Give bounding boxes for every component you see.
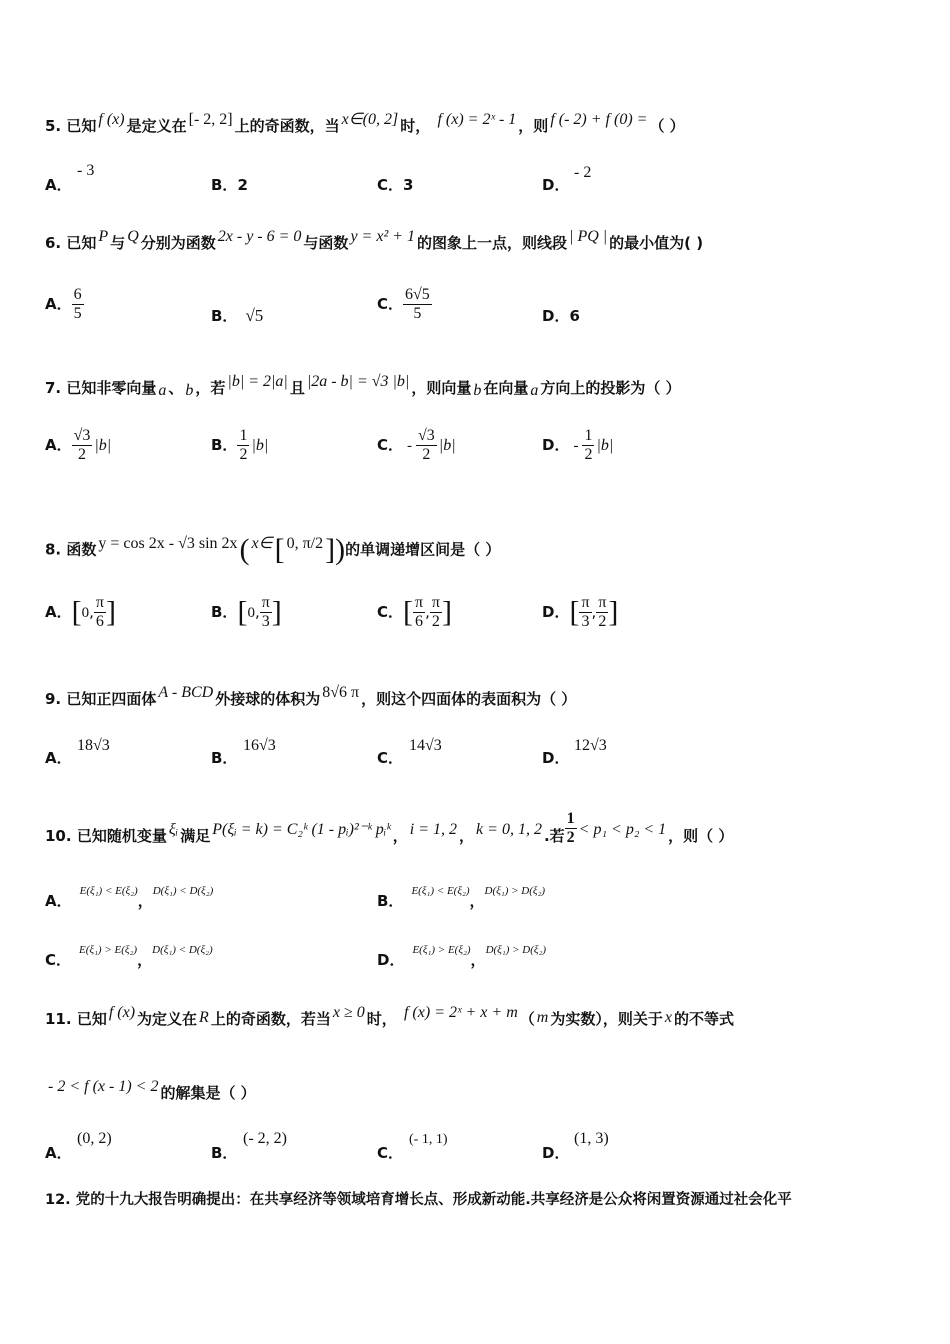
variance: D(ξ₁) > D(ξ₂) [484,885,546,897]
q6-option-a [45,286,84,323]
math: y = x² + 1 [350,228,416,245]
q7-option-d [542,427,615,464]
question-7 [45,373,681,399]
numerator: 1 [584,427,593,444]
text: 满足 [180,827,211,845]
q9-option-c [377,737,442,768]
denominator: 2 [239,446,248,463]
option-label: A． [45,295,72,313]
question-number: 12. [45,1192,71,1208]
q5-option-a [45,162,95,195]
math: x∈(0, 2] [341,111,399,128]
fraction [260,594,272,631]
expectation: E(ξ₁) < E(ξ₂) [411,885,470,897]
option-label: B． [211,176,238,194]
text: 函数 [66,540,97,559]
q5-option-d [542,164,592,195]
q8-option-b: B．[0, $\frac{\pi}{3}$ ] [211,594,282,630]
math: y = cos 2x - √3 sin 2x [98,534,238,552]
fraction [237,427,249,464]
comma: ， [137,892,153,910]
denominator: 3 [261,613,270,630]
numerator: π [95,594,104,611]
option-label: C． [377,603,404,621]
option-value: 12√3 [574,737,607,754]
numerator: π [261,594,270,611]
math: < p₁ < p₂ < 1 [578,821,667,838]
text: 外接球的体积为 [215,690,321,708]
text: 方向上的投影为（ ） [540,379,681,397]
fraction [579,594,591,631]
math: m [536,1009,549,1026]
denominator: 2 [584,446,593,463]
right-paren: ) [335,533,346,566]
question-number: 6. [45,234,62,252]
question-number: 10. [45,827,72,845]
option-label: A． [45,176,72,194]
math: R [199,1009,209,1026]
q11-option-a [45,1130,112,1163]
numerator: π [431,594,440,611]
question-5 [45,111,685,136]
right-bracket: ] [441,595,452,629]
text: ， [459,827,475,845]
math: f (x) = 2ˣ + x + m [403,1004,518,1021]
text: 已知 [76,1010,107,1028]
math: b [185,382,194,399]
text: 的图象上一点，则线段 [417,234,568,252]
variance: D(ξ₁) < D(ξ₂) [152,944,213,956]
fraction [94,594,106,631]
question-6 [45,228,704,253]
option-label: D． [542,1144,570,1162]
option-value: (0, 2) [77,1130,112,1147]
option-label: D． [542,176,570,194]
math: x [664,1009,672,1026]
q8-option-a: A．[0, $\frac{\pi}{6}$ ] [45,594,116,630]
option-label: B． [211,749,238,767]
numerator: π [415,594,424,611]
option-label: A． [45,436,72,454]
text: 上的奇函数，若当 [210,1010,331,1028]
text: 、 [168,379,184,397]
denominator: 2 [598,613,607,630]
option-label: A． [45,603,72,621]
denominator: 5 [413,305,422,322]
math: 0, π/2 [286,534,324,552]
denominator: 5 [73,305,82,322]
numerator: 6 [73,286,82,303]
question-number: 9. [45,690,62,708]
fraction [72,286,84,323]
text: 已知 [66,234,97,252]
option-label: A． [45,1144,72,1162]
math: [- 2, 2] [188,111,233,128]
right-bracket: ] [325,533,336,566]
q8-option-d: D．[ $\frac{\pi}{3}$ , $\frac{\pi}{2}$ ] [542,594,619,630]
expectation: E(ξ₁) < E(ξ₂) [79,885,138,897]
q6-option-b [211,305,263,326]
option-label: C． [377,295,404,313]
q8-option-c: C．[ $\frac{\pi}{6}$ , $\frac{\pi}{2}$ ] [377,594,452,630]
text: 已知 [66,117,97,135]
math: b [473,382,482,399]
vector-norm: |b| [251,437,269,454]
math: A - BCD [158,684,214,701]
text: .若 [543,827,565,845]
q10-option-b [377,885,546,911]
option-value: 14√3 [409,737,442,754]
vector-norm: |b| [94,437,112,454]
fraction [430,594,442,631]
left-paren: ( [239,533,250,566]
question-number: 11. [45,1010,72,1028]
numerator: √3 [418,427,435,444]
q6-option-c [377,286,432,323]
option-value: - 2 [574,164,592,181]
option-label: D． [377,951,405,969]
q10-option-d [377,944,547,970]
fraction [72,427,93,464]
option-value: (1, 3) [574,1130,609,1147]
fraction [413,594,425,631]
left-bracket: [ [403,595,414,629]
expectation: E(ξ₁) > E(ξ₂) [79,944,138,956]
left-bracket: [ [569,595,580,629]
comma: ， [469,892,485,910]
option-label: A． [45,749,72,767]
q9-option-b [211,737,276,768]
math: |b| = 2|a| [227,373,288,390]
q11-option-b [211,1130,287,1163]
text: 为实数），则关于 [550,1010,663,1028]
text: 分别为函数 [140,234,216,252]
numerator: √3 [73,427,91,444]
q5-option-c [377,174,413,195]
math: f (x) [108,1004,136,1021]
text: 已知随机变量 [76,827,167,845]
numerator: π [598,594,607,611]
question-number: 7. [45,379,62,397]
option-label: B． [211,307,238,325]
q5-option-b [211,174,248,195]
denominator: 2 [422,446,431,463]
question-12 [45,1188,792,1209]
fraction [565,810,577,847]
text: 的最小值为( ) [609,234,704,252]
math: - 2 < f (x - 1) < 2 [48,1078,159,1095]
math: P [98,228,109,245]
question-number: 5. [45,117,62,135]
comma: ， [137,951,153,969]
option-value: 2 [237,176,248,194]
right-bracket: ] [271,595,282,629]
numerator: 1 [239,427,248,444]
option-value: 3 [403,176,414,194]
text: ，则（ ） [668,827,734,845]
text: 时， [400,117,431,135]
option-label: C． [377,176,404,194]
expectation: E(ξ₁) > E(ξ₂) [412,944,471,956]
sign: - [407,438,413,454]
text: 时， [366,1010,397,1028]
text: （ ） [649,117,685,135]
denominator: 6 [95,613,104,630]
text: ，则这个四面体的表面积为（ ） [361,690,577,708]
numerator: π [581,594,590,611]
text: 的不等式 [673,1010,734,1028]
math: x ≥ 0 [332,1004,365,1021]
math: |2a - b| = √3 |b| [306,373,410,390]
question-11-line-2 [48,1078,256,1103]
text: ，则向量 [411,379,472,397]
denominator: 6 [415,613,424,630]
text: 在向量 [483,379,529,397]
math: k = 0, 1, 2 [476,821,542,838]
math: f (- 2) + f (0) = [550,111,648,128]
q11-option-c [377,1132,448,1163]
math: a [530,382,539,399]
math: 2x - y - 6 = 0 [217,228,302,245]
text: 的单调递增区间是（ ） [345,540,501,559]
text: ，则 [518,117,549,135]
math: f (x) [98,111,125,128]
math: P(ξᵢ = k) = C₂ᵏ (1 - pᵢ)²⁻ᵏ pᵢᵏ [212,821,391,838]
variance: D(ξ₁) < D(ξ₂) [152,885,214,897]
left-bracket: [ [71,595,82,629]
option-label: D． [542,307,570,325]
question-8 [45,533,500,567]
text: 且 [289,379,305,397]
fraction [596,594,608,631]
option-value: 6 [569,307,580,325]
left-bracket: [ [274,533,285,566]
option-value: 16√3 [243,737,276,754]
math: x∈ [251,534,273,552]
math: a [158,382,167,399]
text: 是定义在 [126,117,187,135]
option-value: √5 [245,306,264,325]
fraction [416,427,437,464]
denominator: 2 [566,829,575,846]
fraction [403,286,432,323]
option-value: 18√3 [77,737,110,754]
math: 8√6 π [322,684,360,701]
option-label: B． [377,892,404,910]
question-11 [45,1004,734,1029]
numerator: 6√5 [405,286,430,303]
text: 与 [110,234,126,252]
sign: - [573,438,579,454]
fraction [582,427,594,464]
option-value: - 3 [77,162,95,179]
math: i = 1, 2 [409,821,458,838]
left-bracket: [ [237,595,248,629]
q9-option-a [45,737,110,768]
interval-start: 0 [81,605,90,621]
option-label: C． [45,951,72,969]
option-value: (- 2, 2) [243,1130,287,1147]
denominator: 3 [581,613,590,630]
q11-option-d [542,1130,609,1163]
text: 已知非零向量 [66,379,157,397]
numerator: 1 [566,810,575,827]
vector-norm: |b| [438,437,456,454]
variance: D(ξ₁) > D(ξ₂) [485,944,547,956]
question-9 [45,684,577,709]
option-label: D． [542,436,570,454]
vector-norm: |b| [596,437,614,454]
math: Q [127,228,139,245]
option-label: C． [377,1144,404,1162]
question-10 [45,810,734,855]
text: ， [392,827,408,845]
option-label: C． [377,436,404,454]
text: 的解集是（ ） [160,1084,256,1102]
text: 上的奇函数，当 [234,117,340,135]
option-label: D． [542,603,570,621]
right-bracket: ] [105,595,116,629]
q7-option-a [45,427,113,464]
question-number: 8. [45,540,62,559]
q6-option-d [542,305,580,326]
comma: ， [470,951,486,969]
q10-option-c [45,944,213,970]
option-label: D． [542,749,570,767]
text: （ [519,1010,535,1028]
q9-option-d [542,737,607,768]
math: ξᵢ [168,821,179,838]
text: 与函数 [303,234,349,252]
math: | PQ | [569,228,608,245]
q10-option-a [45,885,214,911]
denominator: 2 [78,446,86,463]
math: f (x) = 2ˣ - 1 [437,111,517,128]
q7-option-c [377,427,458,464]
option-label: B． [211,603,238,621]
text: 已知正四面体 [66,690,157,708]
q7-option-b [211,427,270,464]
text: 党的十九大报告明确提出：在共享经济等领域培育增长点、形成新动能.共享经济是公众将闲置资源通过社会化平 [75,1192,792,1208]
option-label: B． [211,1144,238,1162]
text: ，若 [195,379,226,397]
text: 为定义在 [137,1010,198,1028]
option-label: B． [211,436,238,454]
option-label: A． [45,892,72,910]
option-value: (- 1, 1) [409,1132,448,1147]
option-label: C． [377,749,404,767]
right-bracket: ] [608,595,619,629]
denominator: 2 [431,613,440,630]
interval-start: 0 [247,605,255,621]
